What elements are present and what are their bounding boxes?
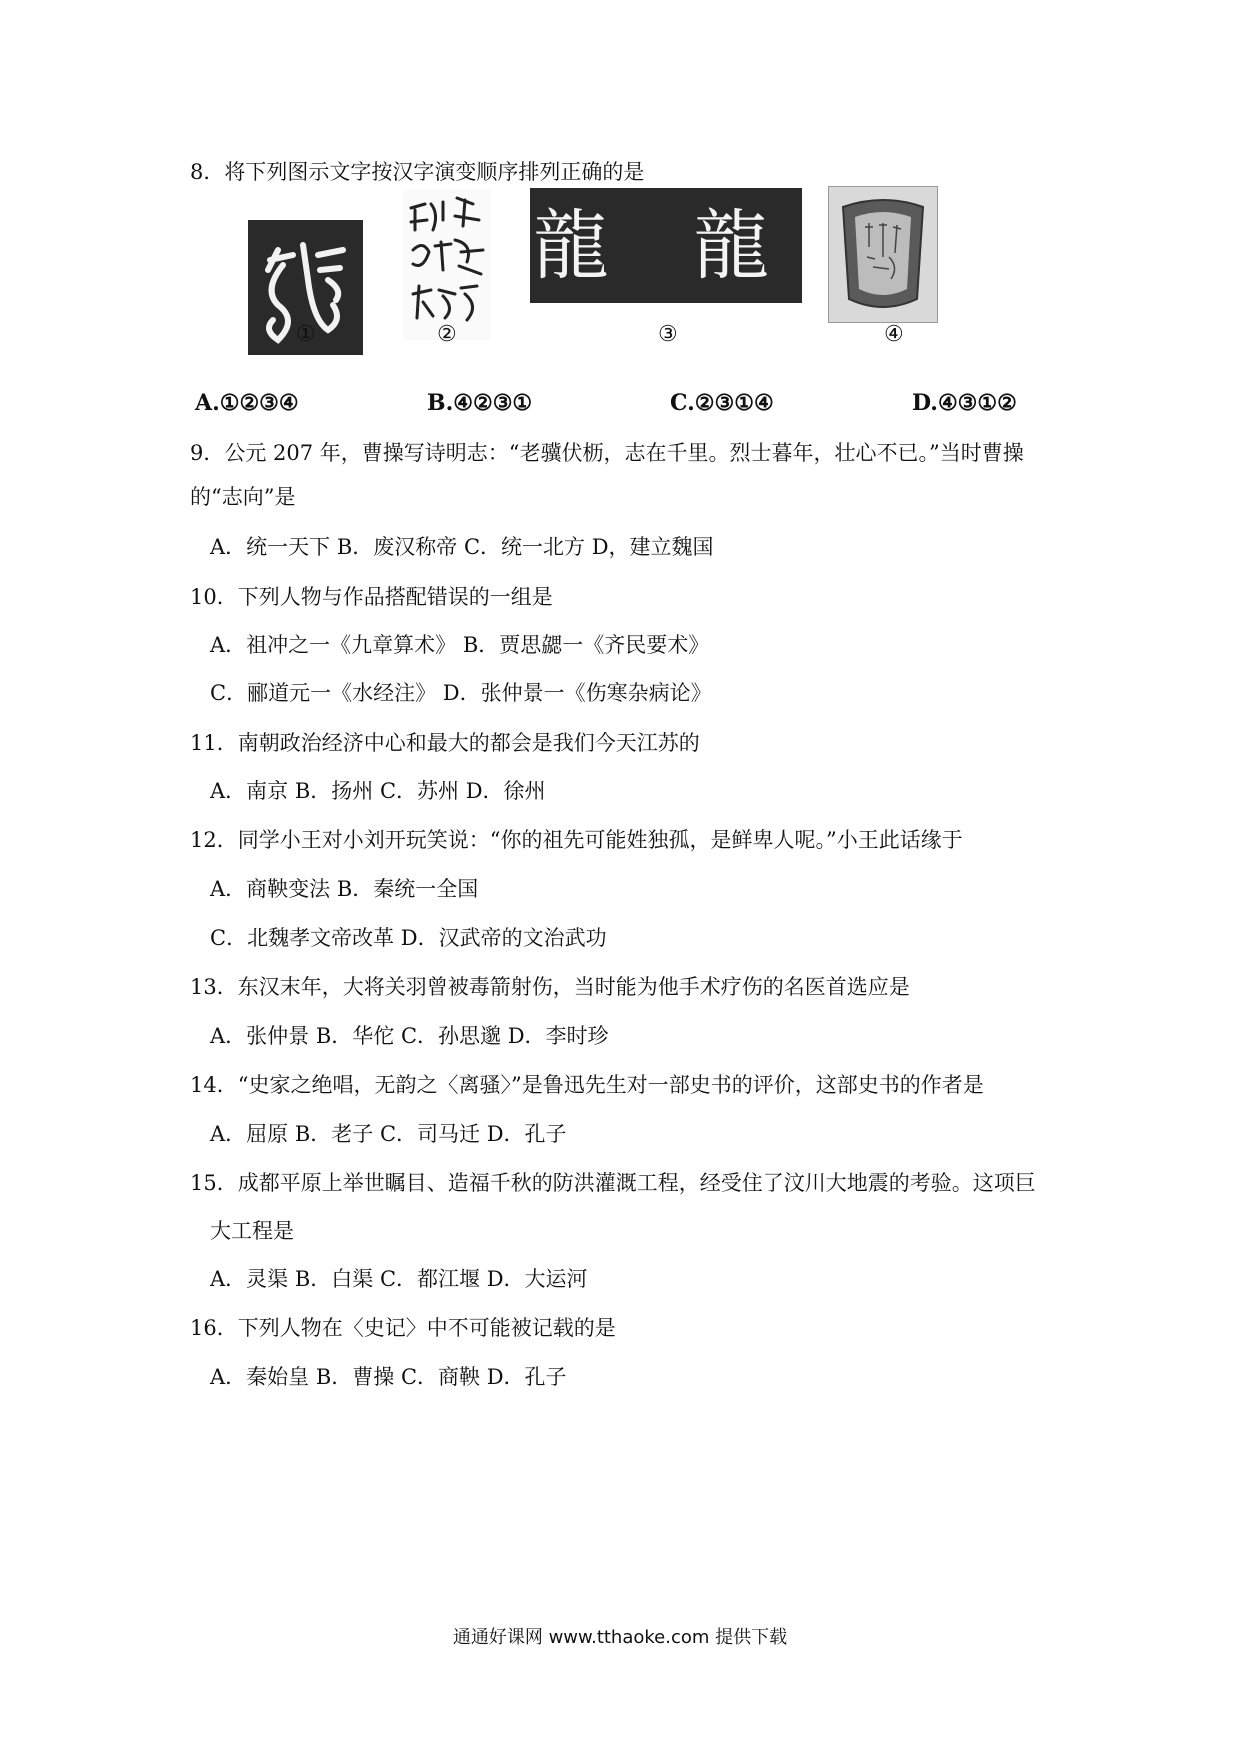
figure-3-characters: 龍 龍 bbox=[532, 200, 800, 290]
q16-stem: 16．下列人物在〈史记〉中不可能被记载的是 bbox=[190, 1316, 616, 1340]
figure-3-script-image bbox=[530, 188, 802, 303]
q11-options: A．南京 B．扬州 C．苏州 D．徐州 bbox=[210, 779, 546, 803]
figure-4-artifact-image bbox=[828, 186, 938, 323]
q15-stem-line1: 15．成都平原上举世瞩目、造福千秋的防洪灌溉工程，经受住了汶川大地震的考验。这项巨 bbox=[190, 1171, 1036, 1195]
q9-stem-line2: 的“志向”是 bbox=[190, 485, 296, 509]
figure-4-number: ④ bbox=[884, 322, 904, 347]
q14-stem: 14．“史家之绝唱，无韵之〈离骚〉”是鲁迅先生对一部史书的评价，这部史书的作者是 bbox=[190, 1073, 984, 1097]
q8-figure bbox=[190, 200, 1060, 415]
q13-options: A．张仲景 B．华佗 C．孙思邈 D．李时珍 bbox=[210, 1024, 609, 1048]
figure-3-number: ③ bbox=[658, 322, 678, 347]
q10-options-line2: C．郦道元一《水经注》 D．张仲景一《伤寒杂病论》 bbox=[210, 681, 712, 705]
q9-stem-line1: 9．公元 207 年，曹操写诗明志：“老骥伏枥，志在千里。烈士暮年，壮心不已。”当时曹操 bbox=[190, 441, 1024, 465]
q8-choices bbox=[190, 390, 1070, 424]
q13-stem: 13．东汉末年，大将关羽曾被毒箭射伤，当时能为他手术疗伤的名医首选应是 bbox=[190, 975, 910, 999]
q15-options: A．灵渠 B．白渠 C．都江堰 D．大运河 bbox=[210, 1267, 588, 1291]
q10-options-line1: A．祖冲之一《九章算术》 B．贾思勰一《齐民要术》 bbox=[210, 633, 710, 657]
q15-stem-line2: 大工程是 bbox=[210, 1219, 294, 1243]
q11-stem: 11．南朝政治经济中心和最大的都会是我们今天江苏的 bbox=[190, 731, 700, 755]
q12-options-line1: A．商鞅变法 B．秦统一全国 bbox=[210, 877, 479, 901]
q8-choice-d: D.④③①② bbox=[912, 390, 1017, 416]
q12-options-line2: C．北魏孝文帝改革 D．汉武帝的文治武功 bbox=[210, 926, 607, 950]
q8-choice-c: C.②③①④ bbox=[670, 390, 774, 416]
q10-stem: 10．下列人物与作品搭配错误的一组是 bbox=[190, 585, 553, 609]
figure-1-number: ① bbox=[296, 322, 316, 347]
q8-choice-b: B.④②③① bbox=[427, 390, 533, 416]
q8-stem: 8．将下列图示文字按汉字演变顺序排列正确的是 bbox=[190, 160, 645, 184]
q12-stem: 12．同学小王对小刘开玩笑说：“你的祖先可能姓独孤，是鲜卑人呢。”小王此话缘于 bbox=[190, 828, 963, 852]
q8-choice-a: A.①②③④ bbox=[195, 390, 299, 416]
figure-2-script-image bbox=[403, 190, 491, 340]
q14-options: A．屈原 B．老子 C．司马迁 D．孔子 bbox=[210, 1122, 567, 1146]
page-footer: 通通好课网 www.tthaoke.com 提供下载 bbox=[452, 1627, 788, 1648]
figure-2-number: ② bbox=[437, 322, 457, 347]
q16-options: A．秦始皇 B．曹操 C．商鞅 D．孔子 bbox=[210, 1365, 567, 1389]
q9-options: A．统一天下 B．废汉称帝 C．统一北方 D，建立魏国 bbox=[210, 535, 714, 559]
